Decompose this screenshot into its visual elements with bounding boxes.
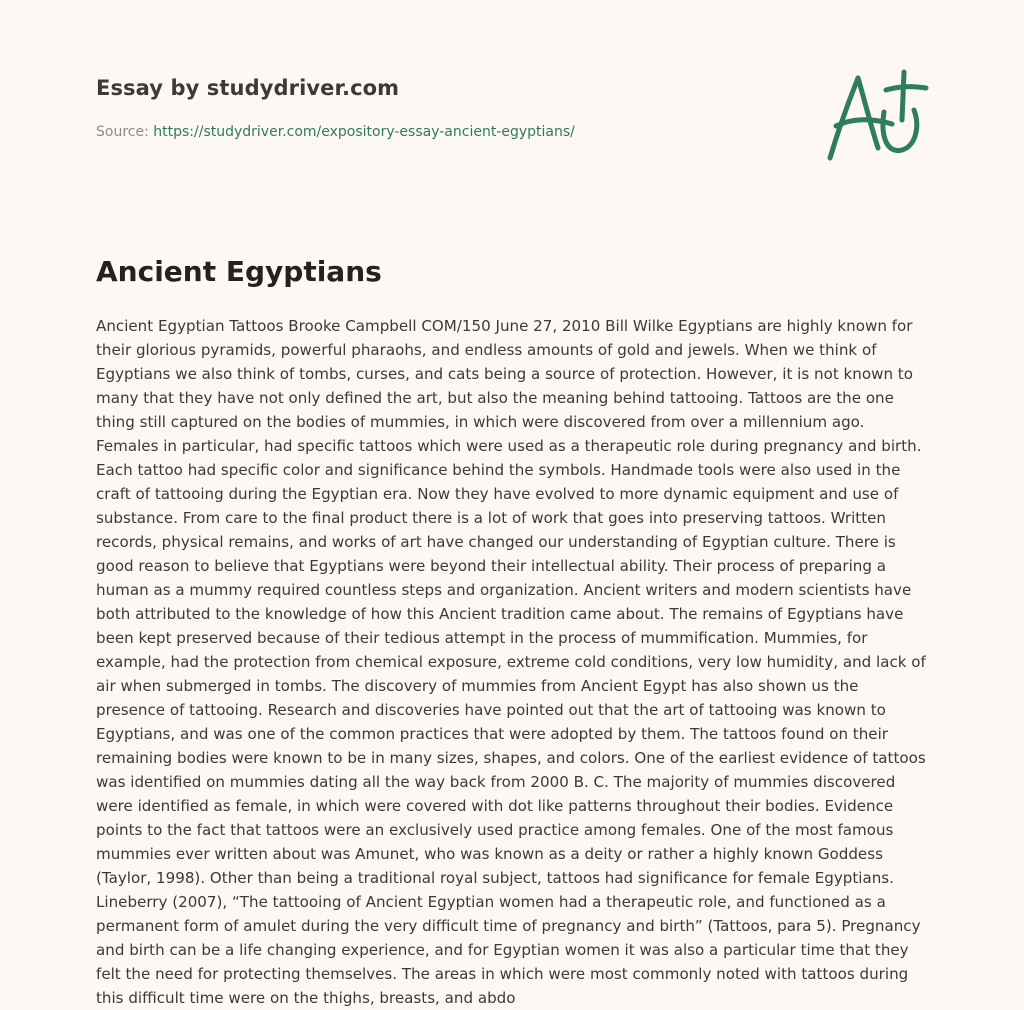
source-label: Source: <box>96 124 149 140</box>
essay-body: Ancient Egyptian Tattoos Brooke Campbell COM/150 June 27, 2010 Bill Wilke Egyptians are highly known for their glorious pyramids, powerful pharaohs, and endless amounts of gold and jewels. When we think of Egyptians we also think of tombs, curses, and cats being a source of protection. However, it is not known to many that they have not only defined the art, but also the meaning behind tattooing. Tattoos are the one thing still captured on the bodies of mummies, in which were discovered from over a millennium ago. Females in particular, had specific tattoos which were used as a therapeutic role during pregnancy and birth. Each tattoo had specific color and significance behind the symbols. Handmade tools were also used in the craft of tattooing during the Egyptian era. Now they have evolved to more dynamic equipment and use of substance. From care to the final product there is a lot of work that goes into preserving tattoos. Written records, physical remains, and works of art have changed our understanding of Egyptian culture. There is good reason to believe that Egyptians were beyond their intellectual ability. Their process of preparing a human as a mummy required countless steps and organization. Ancient writers and modern scientists have both attributed to the knowledge of how this Ancient tradition came about. The remains of Egyptians have been kept preserved because of their tedious attempt in the process of mummification. Mummies, for example, had the protection from chemical exposure, extreme cold conditions, very low humidity, and lack of air when submerged in tombs. The discovery of mummies from Ancient Egypt has also shown us the presence of tattooing. Research and discoveries have pointed out that the art of tattooing was known to Egyptians, and was one of the common practices that were adopted by them. The tattoos found on their remaining bodies were known to be in many sizes, shapes, and colors. One of the earliest evidence of tattoos was identified on mummies dating all the way back from 2000 B. C. The majority of mummies discovered were identified as female, in which were covered with dot like patterns throughout their bodies. Evidence points to the fact that tattoos were an exclusively used practice among females. One of the most famous mummies ever written about was Amunet, who was known as a deity or rather a highly known Goddess (Taylor, 1998). Other than being a traditional royal subject, tattoos had significance for female Egyptians. Lineberry (2007), “The tattooing of Ancient Egyptian women had a therapeutic role, and functioned as a permanent form of amulet during the very difficult time of pregnancy and birth” (Tattoos, para 5). Pregnancy and birth can be a life changing experience, and for Egyptian women it was also a particular time that they felt the need for protecting themselves. The areas in which were most commonly noted with tattoos during this difficult time were on the thighs, breasts, and abdo <box>96 317 926 1007</box>
essay-title: Ancient Egyptians <box>96 255 382 288</box>
source-link[interactable]: https://studydriver.com/expository-essay-ancient-egyptians/ <box>153 124 575 140</box>
a-plus-logo-icon <box>822 68 930 164</box>
site-title: Essay by studydriver.com <box>96 76 400 100</box>
source-line <box>96 124 575 140</box>
